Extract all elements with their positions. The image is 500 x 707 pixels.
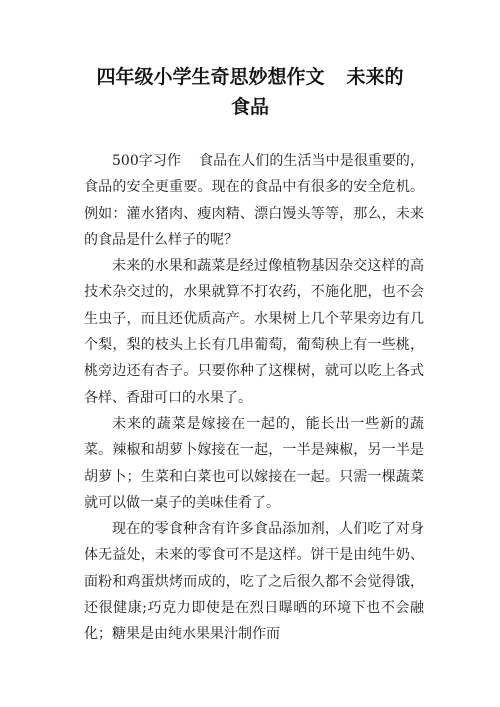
paragraph-1-text: 食品在人们的生活当中是很重要的，食品的安全更重要。现在的食品中有很多的安全危机。例如：灌水猪肉、瘦肉精、漂白馒头等等，那么，未来的食品是什么样子的呢？ [84, 153, 424, 248]
document-title [40, 62, 460, 122]
title-part-1: 四年级小学生奇思妙想作文 [96, 66, 325, 88]
paragraph-3: 未来的蔬菜是嫁接在一起的，能长出一些新的蔬菜。辣椒和胡萝卜嫁接在一起，一半是辣椒，另一半是胡萝卜；生菜和白菜也可以嫁接在一起。只需一棵蔬菜就可以做一桌子的美味佳肴了。 [84, 415, 424, 511]
paragraph-1-lead: 500字习作 [112, 153, 181, 169]
paragraph-4: 现在的零食种含有许多食品添加剂，人们吃了对身体无益处，未来的零食可不是这样。饼干是由纯牛奶、面粉和鸡蛋烘烤而成的，吃了之后很久都不会觉得饿，还很健康;巧克力即使是在烈日曝晒的环境下也不会融化；糖果是由纯水果果汁制作而 [84, 521, 424, 643]
paragraph-1 [84, 148, 424, 253]
paragraph-2: 未来的水果和蔬菜是经过像植物基因杂交这样的高技术杂交过的，水果就算不打农药，不施化肥，也不会生虫子，而且还优质高产。水果树上几个苹果旁边有几个梨，梨的枝头上长有几串葡萄，葡萄秧上有一些桃，桃旁边还有杏子。只要你种了这棵树，就可以吃上各式各样、香甜可口的水果了。 [84, 258, 424, 406]
title-line-1 [40, 62, 460, 92]
title-line-2: 食品 [230, 96, 269, 118]
document-body [84, 148, 424, 648]
title-part-2: 未来的 [346, 66, 404, 88]
